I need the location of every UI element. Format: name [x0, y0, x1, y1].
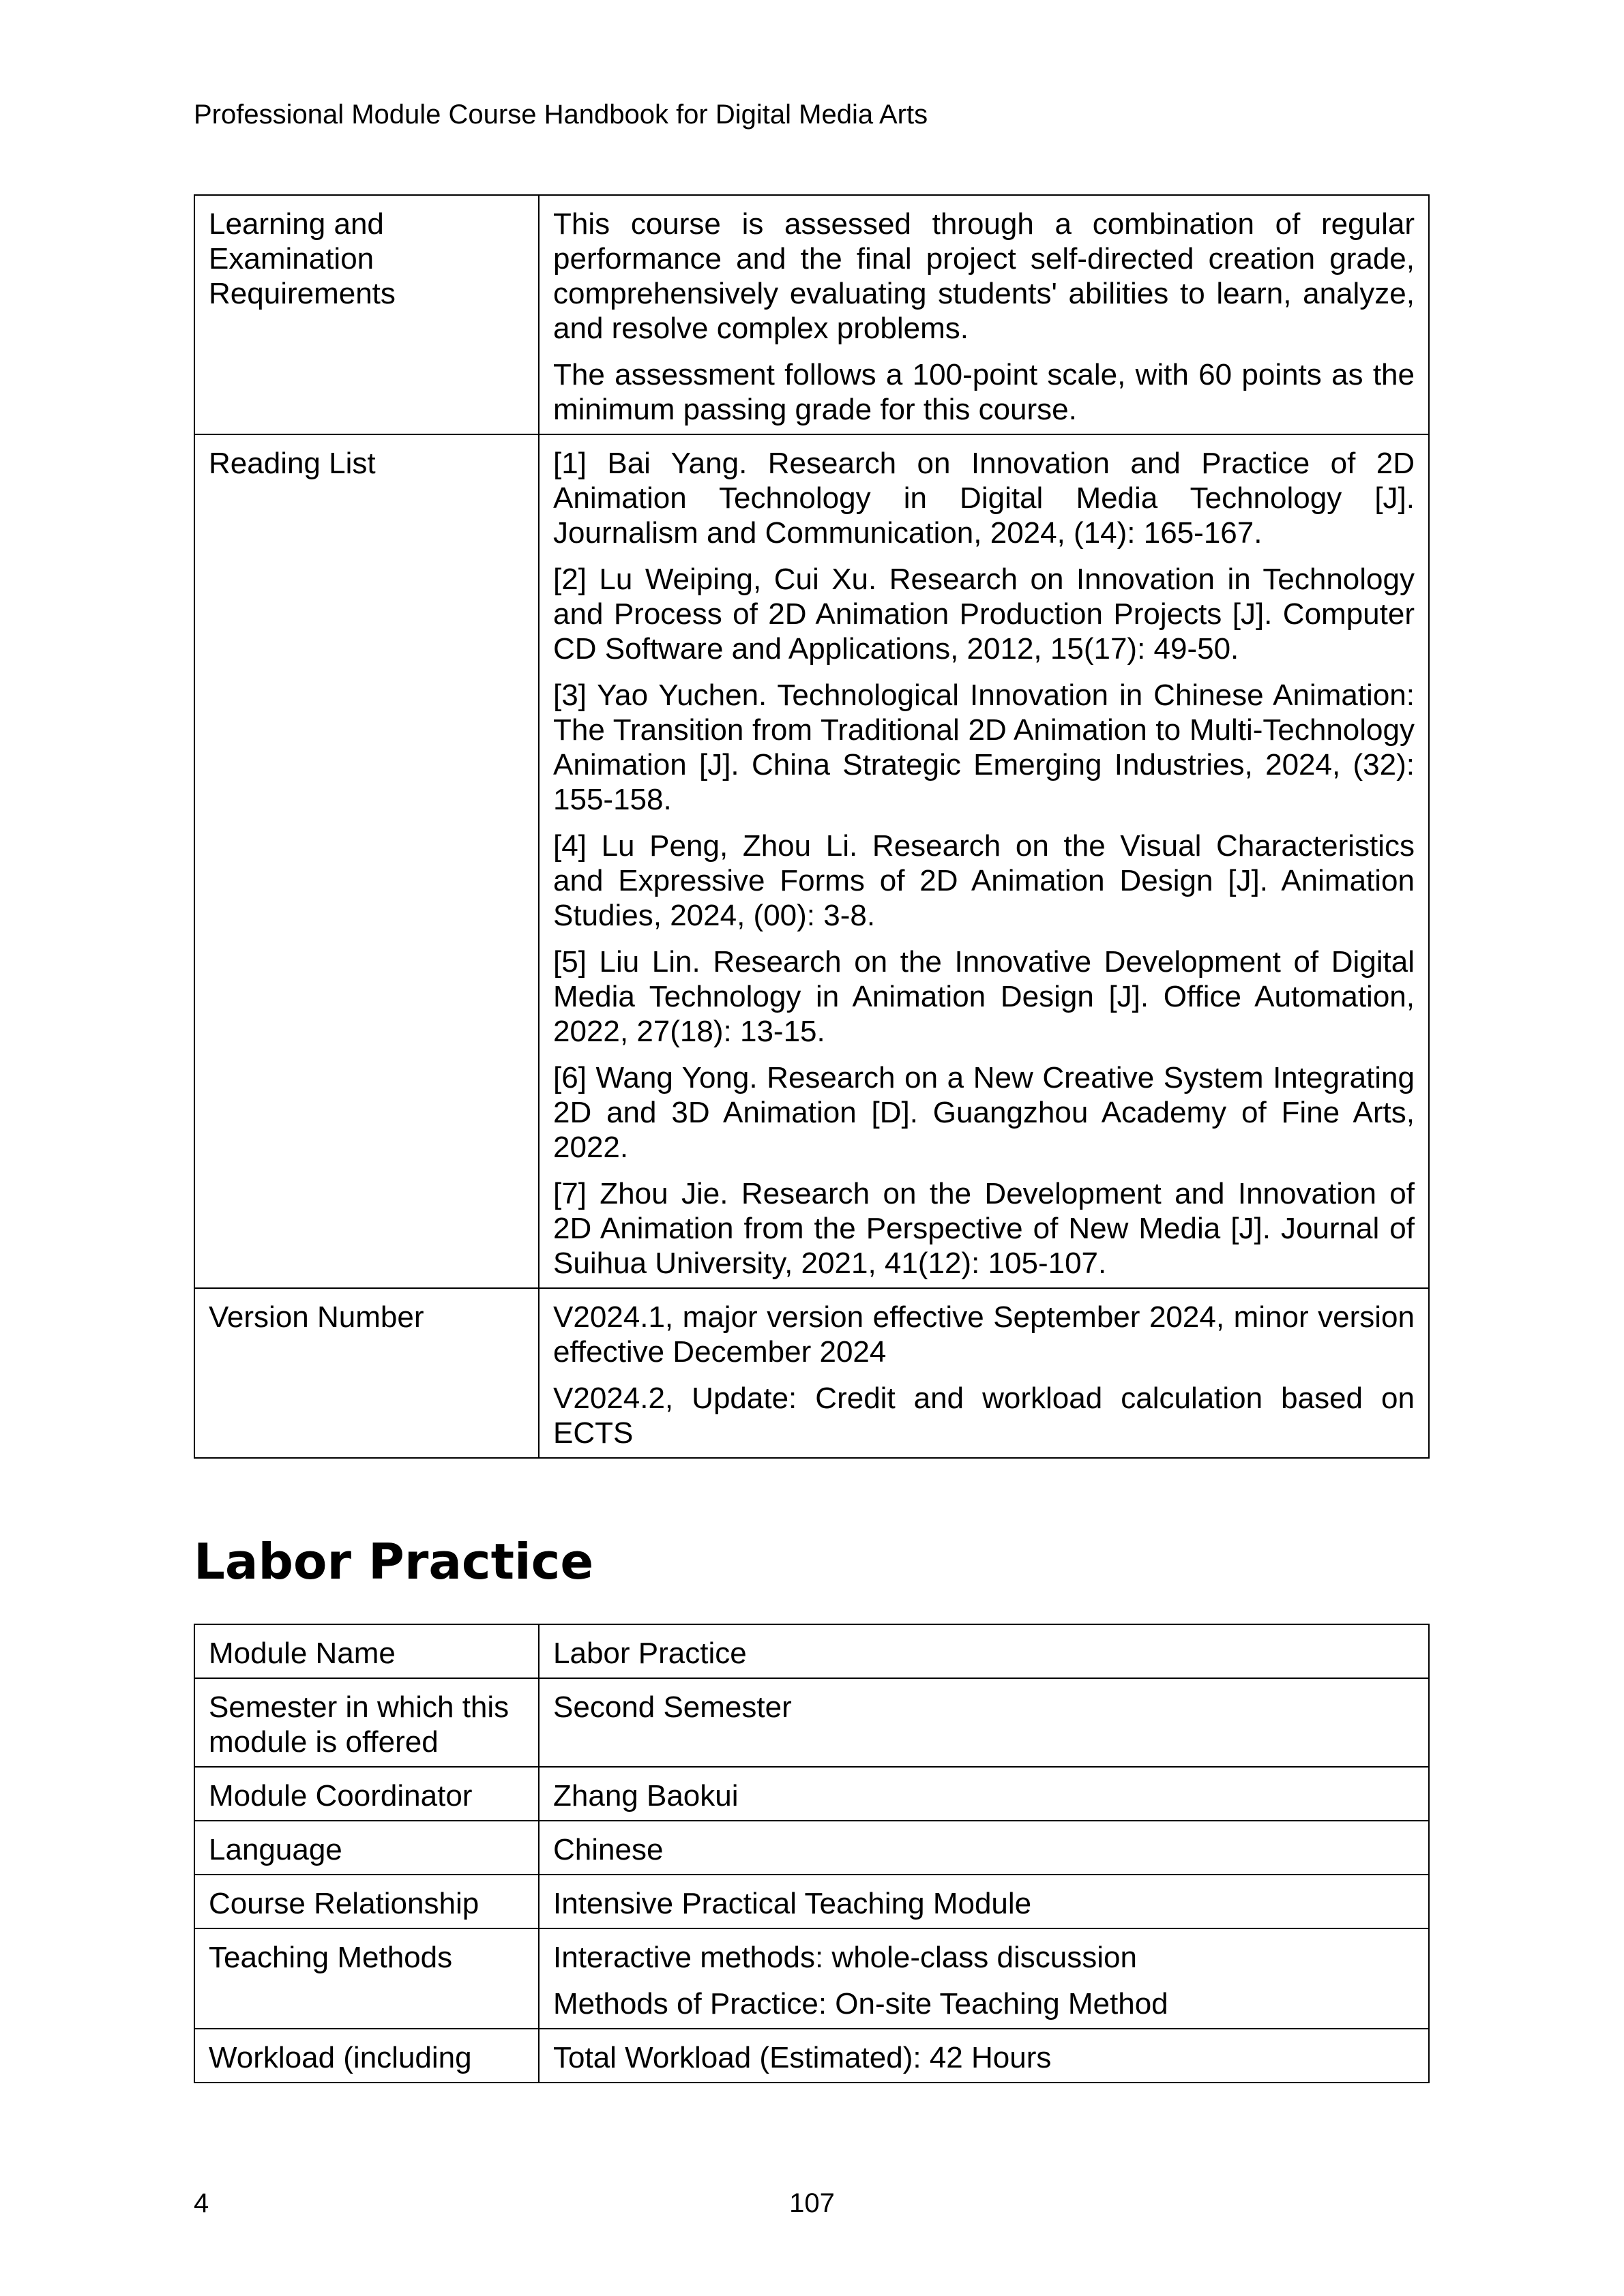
row-label: Module Name — [194, 1624, 539, 1678]
table-row — [194, 1288, 1429, 1458]
table-row — [194, 1821, 1429, 1875]
value-paragraph: [3] Yao Yuchen. Technological Innovation in Chinese Animation: The Transition from Traditional 2D Animation to Multi-Technology Animation [J]. China Strategic Emerging Industries, 2024, (32): 155-158. — [553, 679, 1415, 816]
section-title-labor-practice: Labor Practice — [194, 1533, 594, 1590]
module-details-table-continued — [194, 194, 1430, 1459]
row-value — [539, 1624, 1429, 1678]
row-label: Course Relationship — [194, 1875, 539, 1928]
table-row — [194, 1624, 1429, 1678]
table-row — [194, 195, 1429, 434]
running-header: Professional Module Course Handbook for Digital Media Arts — [194, 100, 928, 130]
value-paragraph: The assessment follows a 100-point scale, with 60 points as the minimum passing grade for this course. — [553, 358, 1415, 426]
table-row — [194, 2029, 1429, 2083]
value-paragraph: Interactive methods: whole-class discussion — [553, 1941, 1137, 1974]
value-paragraph: [4] Lu Peng, Zhou Li. Research on the Visual Characteristics and Expressive Forms of 2D Animation Design [J]. Animation Studies, 2024, (00): 3-8. — [553, 829, 1415, 932]
row-value — [539, 1678, 1429, 1767]
value-paragraph: This course is assessed through a combination of regular performance and the final project self-directed creation grade, comprehensively evaluating students' abilities to learn, analyze, and resolve complex problems. — [553, 207, 1415, 345]
row-label: Language — [194, 1821, 539, 1875]
value-paragraph: [2] Lu Weiping, Cui Xu. Research on Innovation in Technology and Process of 2D Animation Production Projects [J]. Computer CD Software and Applications, 2012, 15(17): 49-50. — [553, 563, 1415, 666]
table-row — [194, 1875, 1429, 1928]
value-paragraph: V2024.2, Update: Credit and workload calculation based on ECTS — [553, 1382, 1415, 1450]
value-paragraph: Methods of Practice: On-site Teaching Method — [553, 1987, 1168, 2021]
table-row — [194, 1928, 1429, 2029]
row-value — [539, 1875, 1429, 1928]
value-paragraph: [6] Wang Yong. Research on a New Creative System Integrating 2D and 3D Animation [D]. Guangzhou Academy of Fine Arts, 2022. — [553, 1061, 1415, 1164]
value-paragraph: [7] Zhou Jie. Research on the Development and Innovation of 2D Animation from the Perspective of New Media [J]. Journal of Suihua University, 2021, 41(12): 105-107. — [553, 1177, 1415, 1280]
row-label: Teaching Methods — [194, 1928, 539, 2029]
table-row — [194, 434, 1429, 1288]
value-paragraph: [5] Liu Lin. Research on the Innovative Development of Digital Media Technology in Animation Design [J]. Office Automation, 2022, 27(18): 13-15. — [553, 945, 1415, 1048]
row-label: Semester in which this module is offered — [194, 1678, 539, 1767]
row-value — [539, 195, 1429, 434]
value-paragraph: V2024.1, major version effective September 2024, minor version effective December 2024 — [553, 1300, 1415, 1369]
value-paragraph: Second Semester — [553, 1690, 792, 1724]
row-label: Version Number — [194, 1288, 539, 1458]
row-value — [539, 1767, 1429, 1821]
row-value — [539, 1288, 1429, 1458]
table-row — [194, 1767, 1429, 1821]
page-number: 107 — [789, 2188, 835, 2218]
row-value — [539, 2029, 1429, 2083]
value-paragraph: [1] Bai Yang. Research on Innovation and Practice of 2D Animation Technology in Digital Media Technology [J]. Journalism and Communication, 2024, (14): 165-167. — [553, 447, 1415, 550]
row-label: Workload (including — [194, 2029, 539, 2083]
footer-left-number: 4 — [194, 2188, 209, 2218]
value-paragraph: Intensive Practical Teaching Module — [553, 1887, 1032, 1920]
labor-practice-module-table — [194, 1624, 1430, 2083]
value-paragraph: Labor Practice — [553, 1637, 747, 1670]
row-label: Learning and Examination Requirements — [194, 195, 539, 434]
row-value — [539, 434, 1429, 1288]
value-paragraph: Chinese — [553, 1833, 664, 1866]
row-label: Module Coordinator — [194, 1767, 539, 1821]
table-row — [194, 1678, 1429, 1767]
value-paragraph: Total Workload (Estimated): 42 Hours — [553, 2041, 1052, 2074]
row-value — [539, 1821, 1429, 1875]
row-label: Reading List — [194, 434, 539, 1288]
row-value — [539, 1928, 1429, 2029]
value-paragraph: Zhang Baokui — [553, 1779, 739, 1813]
